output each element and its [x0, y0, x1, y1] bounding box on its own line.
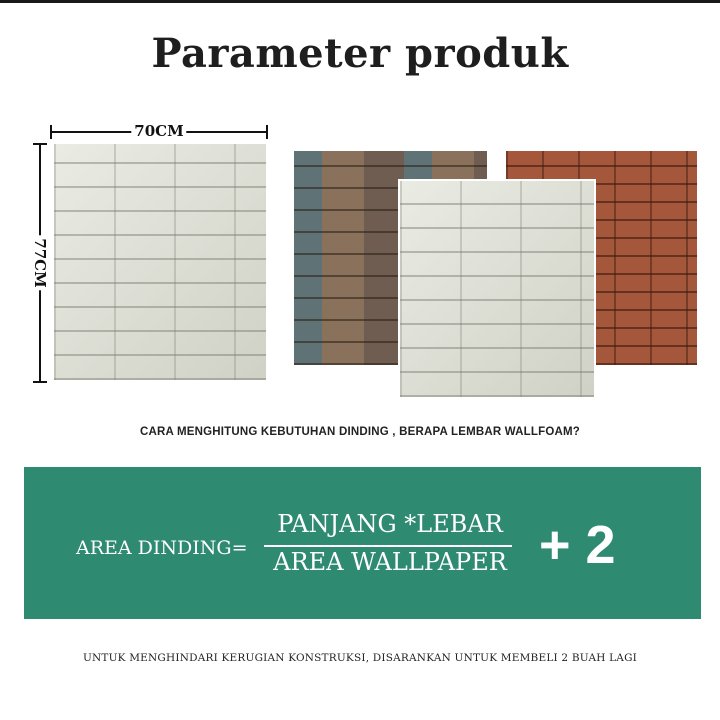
purchase-note: UNTUK MENGHINDARI KERUGIAN KONSTRUKSI, DISARANKAN UNTUK MEMBELI 2 BUAH LAGI — [82, 652, 638, 664]
width-dimension — [50, 122, 268, 140]
width-dimension-cap-left — [50, 125, 52, 139]
top-border — [0, 0, 720, 3]
wallfoam-white-brick-sample — [54, 144, 266, 380]
fraction-bar — [264, 545, 512, 547]
width-dimension-cap-right — [266, 125, 268, 139]
calculation-question: CARA MENGHITUNG KEBUTUHAN DINDING , BERAPA LEMBAR WALLFOAM? — [139, 426, 581, 438]
height-dimension-cap-bottom — [33, 381, 47, 383]
page-title: Parameter produk — [151, 30, 569, 77]
wallfoam-white-brick-sample-front — [400, 181, 594, 397]
formula-denominator: AREA WALLPAPER — [273, 548, 507, 576]
width-label: 70CM — [131, 122, 186, 140]
height-dimension-cap-top — [33, 143, 47, 145]
formula-numerator: PANJANG *LEBAR — [277, 510, 503, 538]
formula-addend: + 2 — [539, 515, 616, 575]
formula-box — [24, 467, 701, 619]
formula-lhs: AREA DINDING= — [76, 537, 248, 559]
height-dimension — [32, 143, 48, 383]
height-label: 77CM — [31, 235, 49, 290]
